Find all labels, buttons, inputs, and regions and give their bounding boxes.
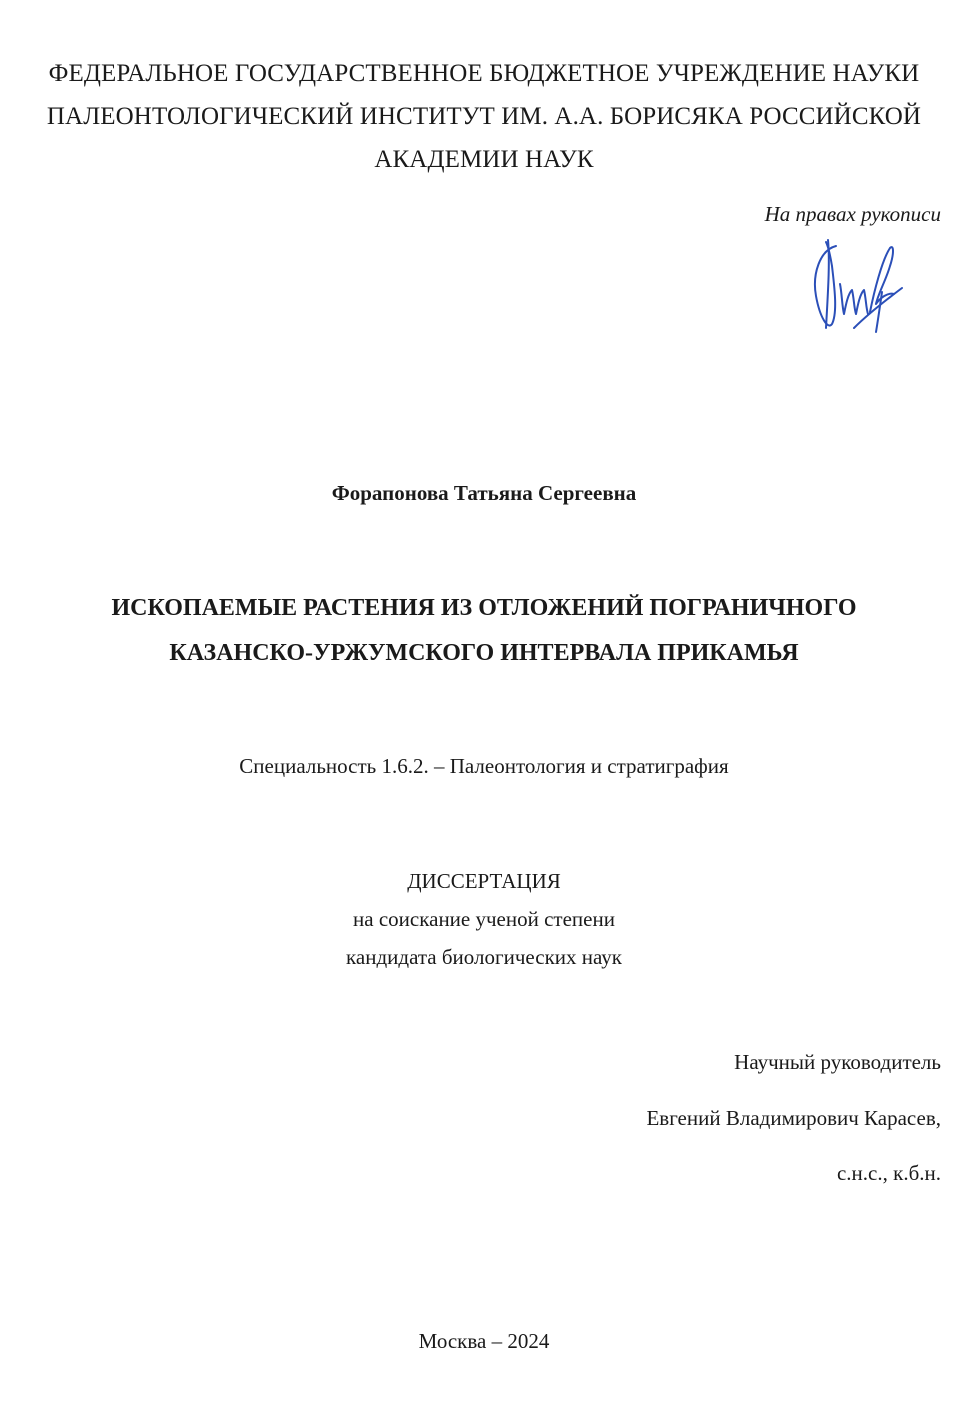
title-line-1: ИСКОПАЕМЫЕ РАСТЕНИЯ ИЗ ОТЛОЖЕНИЙ ПОГРАНИЧНОГО — [111, 595, 857, 621]
signature-icon — [798, 232, 918, 350]
degree-block — [0, 862, 968, 976]
advisor-degree: с.н.с., к.б.н. — [836, 1161, 941, 1185]
place-year: Москва – 2024 — [418, 1329, 550, 1353]
institution-line-2: ПАЛЕОНТОЛОГИЧЕСКИЙ ИНСТИТУТ ИМ. А.А. БОРИСЯКА РОССИЙСКОЙ — [46, 103, 922, 130]
institution-line-1: ФЕДЕРАЛЬНОЕ ГОСУДАРСТВЕННОЕ БЮДЖЕТНОЕ УЧРЕЖДЕНИЕ НАУКИ — [48, 60, 920, 87]
manuscript-rights-note: На правах рукописи — [764, 202, 941, 226]
institution-line-3: АКАДЕМИИ НАУК — [374, 146, 594, 173]
advisor-name: Евгений Владимирович Карасев, — [646, 1106, 941, 1130]
dissertation-title — [40, 586, 928, 676]
title-line-2: КАЗАНСКО-УРЖУМСКОГО ИНТЕРВАЛА ПРИКАМЬЯ — [169, 640, 799, 666]
institution-header — [30, 52, 938, 181]
author-name: Форапонова Татьяна Сергеевна — [331, 481, 637, 505]
degree-line-2: на соискание ученой степени — [353, 907, 615, 931]
degree-line-1: ДИССЕРТАЦИЯ — [407, 869, 561, 893]
degree-line-3: кандидата биологических наук — [346, 945, 622, 969]
advisor-label: Научный руководитель — [734, 1050, 941, 1074]
specialty-line: Специальность 1.6.2. – Палеонтология и стратиграфия — [239, 754, 729, 778]
